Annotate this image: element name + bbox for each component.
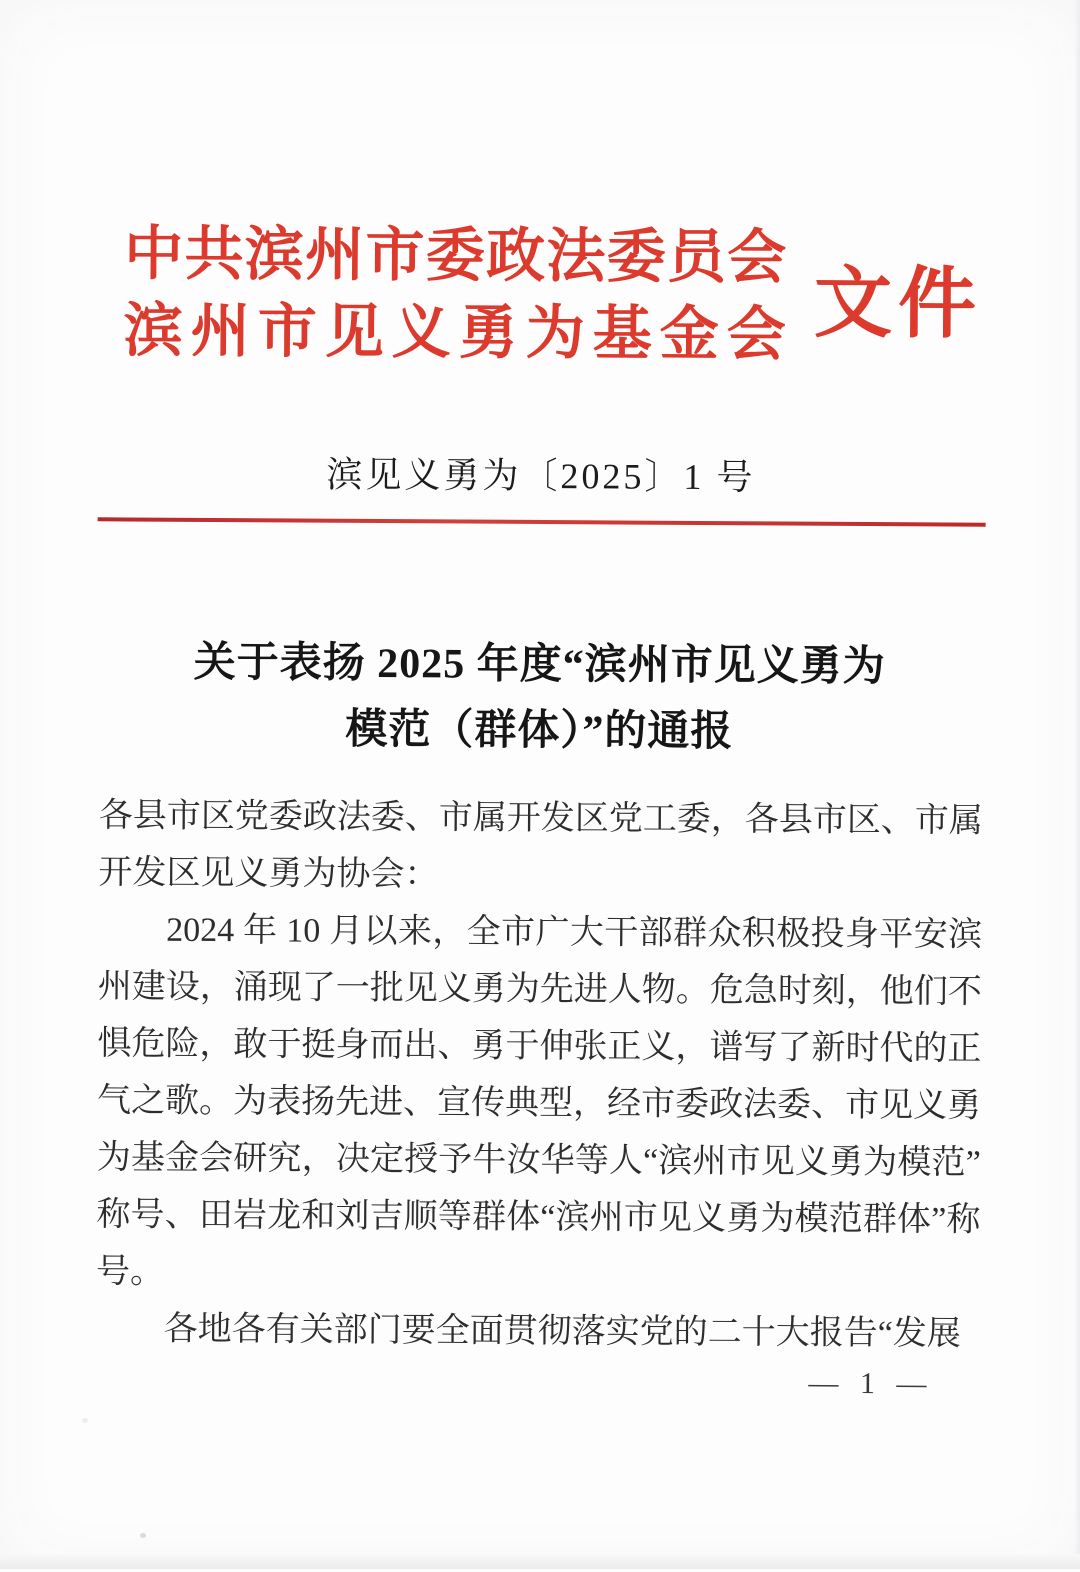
document-title-line-2: 模范（群体）”的通报 [345, 706, 734, 756]
document-type-label: 文件 [813, 259, 983, 348]
document-title [0, 629, 1080, 768]
issuing-organizations [124, 215, 787, 373]
body-paragraph-1: 2024 年 10 月以来，全市广大干部群众积极投身平安滨州建设，涌现了一批见义勇为先进人物。危急时刻，他们不惧危险，敢于挺身而出、勇于伸张正义，谱写了新时代的正气之歌。为表扬先进、宣传典型，经市委政法委、市见义勇为基金会研究，决定授予牛汝华等人“滨州市见义勇为模范”称号、田岩龙和刘吉顺等群体“滨州市见义勇为模范群体”称号。 [95, 911, 983, 1291]
document-title-line-1: 关于表扬 2025 年度“滨州市见义勇为 [193, 639, 886, 691]
document-body [96, 787, 983, 1362]
red-separator-rule [98, 517, 986, 526]
scan-edge-shadow-bottom [0, 1554, 1080, 1569]
scan-artifact-speck [82, 1418, 88, 1423]
page-number: — 1 — [808, 1366, 934, 1401]
scan-edge-shadow-right [1074, 0, 1080, 1569]
body-paragraph-2: 各地各有关部门要全面贯彻落实党的二十大报告“发展 [163, 1310, 961, 1353]
org-name-line-1: 中共滨州市委政法委员会 [124, 220, 787, 291]
org-name-line-2: 滨州市见义勇为基金会 [123, 297, 786, 368]
salutation: 各县市区党委政法委、市属开发区党工委，各县市区、市属开发区见义勇为协会： [98, 797, 983, 894]
scan-artifact-speck [140, 1533, 146, 1538]
document-reference-number: 滨见义勇为〔2025〕1 号 [326, 454, 756, 498]
letterhead [124, 215, 1080, 375]
